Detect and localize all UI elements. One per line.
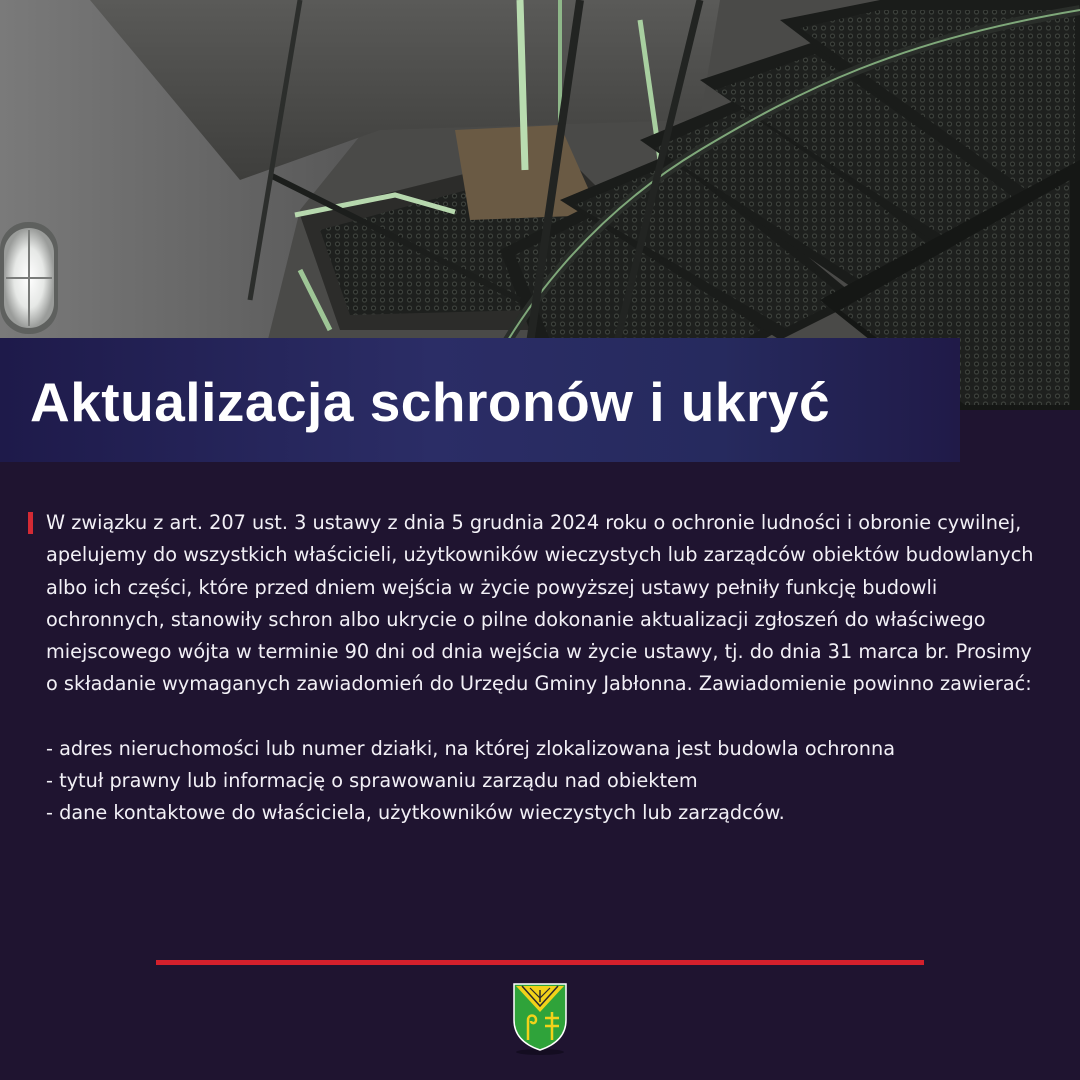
page-title: Aktualizacja schronów i ukryć bbox=[30, 371, 831, 433]
body-text bbox=[46, 507, 1046, 830]
coat-of-arms-icon bbox=[508, 980, 572, 1056]
spacer bbox=[46, 701, 1046, 733]
accent-bar bbox=[28, 512, 33, 534]
list-item: - tytuł prawny lub informację o sprawowaniu zarządu nad obiektem bbox=[46, 769, 698, 793]
divider-line bbox=[156, 960, 924, 965]
list-item: - dane kontaktowe do właściciela, użytkowników wieczystych lub zarządców. bbox=[46, 801, 785, 825]
body-paragraph: W związku z art. 207 ust. 3 ustawy z dnia 5 grudnia 2024 roku o ochronie ludności i obronie cywilnej, apelujemy do wszystkich właścicieli, użytkowników wieczystych lub zarządców obiektów budowlanych albo ich części, które przed dniem wejścia w życie powyższej ustawy pełniły funkcję budowli ochronnych, stanowiły schron albo ukrycie o pilne dokonanie aktualizacji zgłoszeń do właściwego miejscowego wójta w terminie 90 dni od dnia wejścia w życie ustawy, tj. do dnia 31 marca br. Prosimy o składanie wymaganych zawiadomień do Urzędu Gminy Jabłonna. Zawiadomienie powinno zawierać: bbox=[46, 511, 1034, 696]
list-item: - adres nieruchomości lub numer działki, na której zlokalizowana jest budowla ochronna bbox=[46, 736, 896, 760]
requirements-list bbox=[46, 733, 1046, 830]
